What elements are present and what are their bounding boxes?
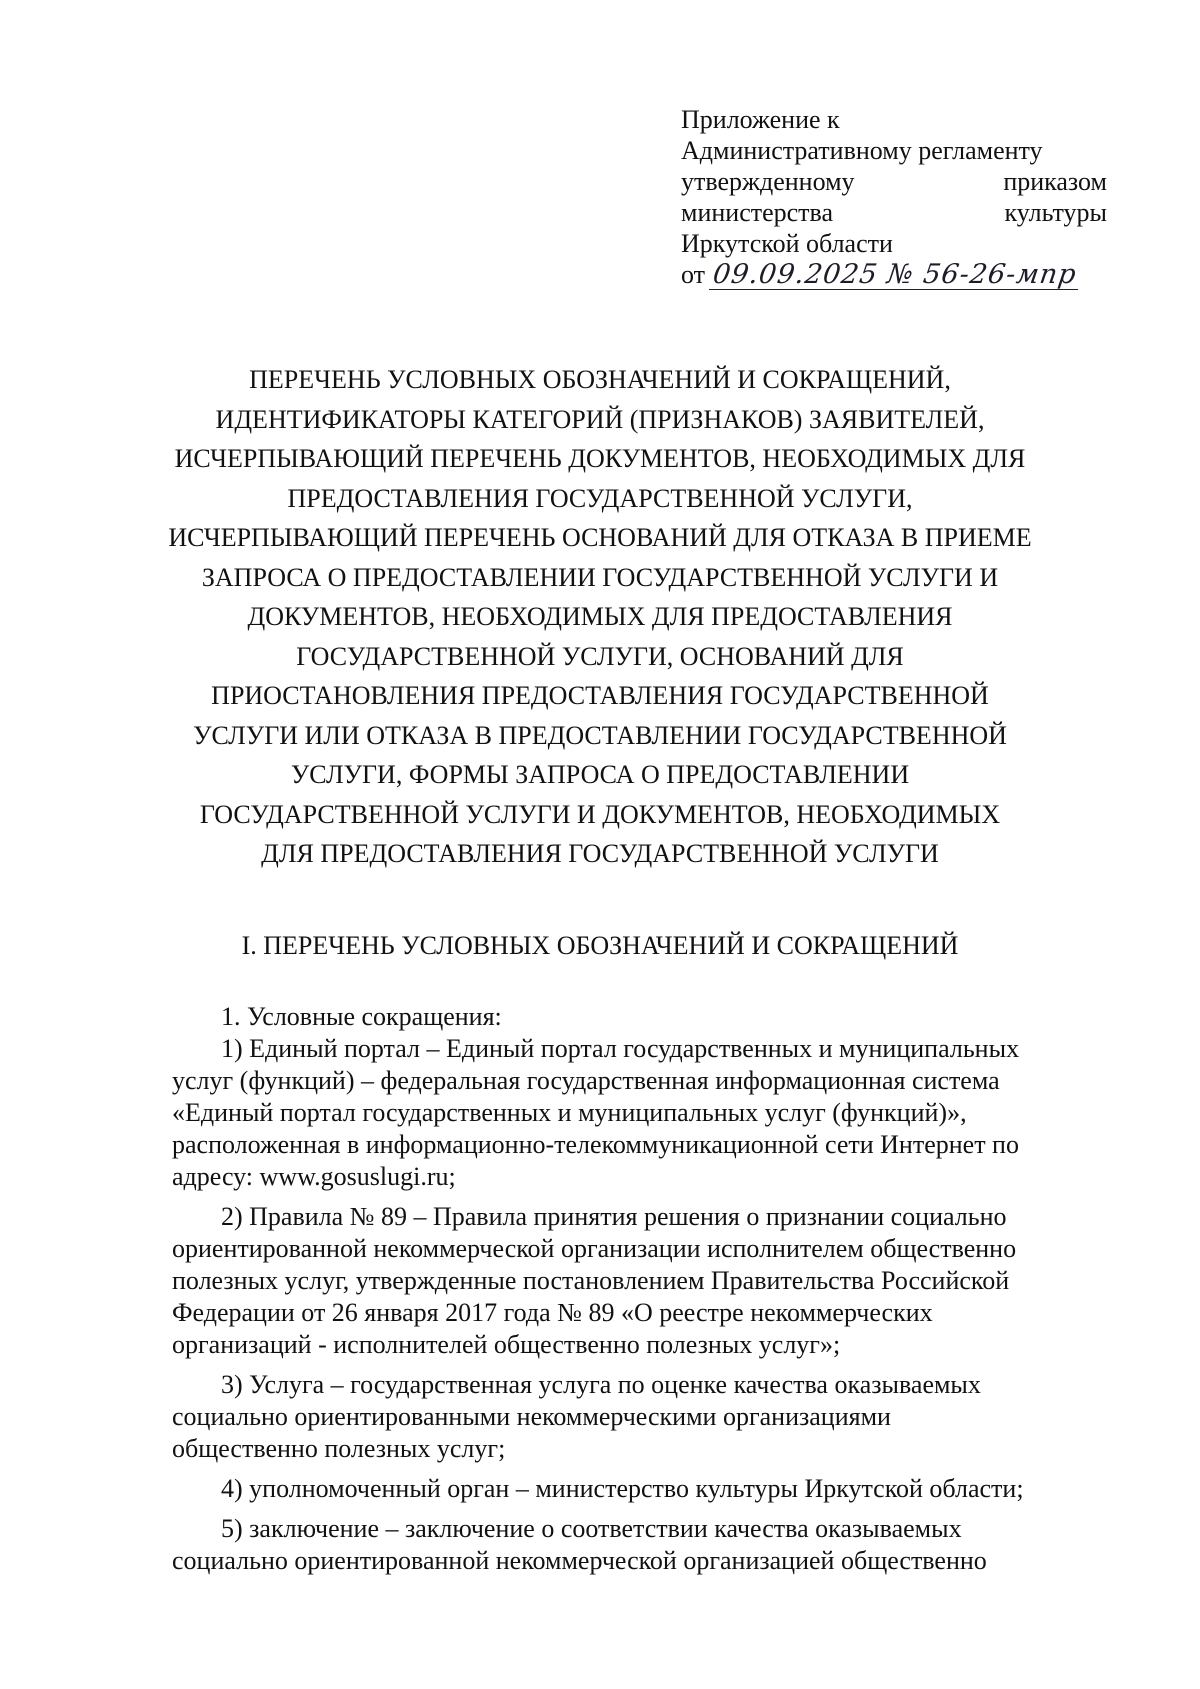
appendix-header	[681, 104, 1107, 290]
paragraph-line: адресу: www.gosuslugi.ru;	[172, 1162, 456, 1191]
paragraph-line: организаций - исполнителей общественно полезных услуг»;	[172, 1330, 841, 1359]
paragraph-line: 2) Правила № 89 – Правила принятия решения о признании социально	[221, 1202, 1007, 1231]
title-line: ЗАПРОСА О ПРЕДОСТАВЛЕНИИ ГОСУДАРСТВЕННОЙ УСЛУГИ И	[201, 562, 999, 592]
appendix-word: утвержденному	[681, 167, 855, 196]
paragraph-line: социально ориентированной некоммерческой организацией общественно	[172, 1546, 987, 1575]
title-line: ГОСУДАРСТВЕННОЙ УСЛУГИ И ДОКУМЕНТОВ, НЕОБХОДИМЫХ	[199, 799, 1001, 829]
paragraph-line: ориентированной некоммерческой организации исполнителем общественно	[172, 1234, 1017, 1263]
paragraph-line: расположенная в информационно-телекоммуникационной сети Интернет по	[172, 1130, 1019, 1159]
paragraph-line: 1) Единый портал – Единый портал государственных и муниципальных	[221, 1034, 1020, 1063]
title-line: ДОКУМЕНТОВ, НЕОБХОДИМЫХ ДЛЯ ПРЕДОСТАВЛЕНИЯ	[247, 602, 953, 631]
paragraph-line: социально ориентированными некоммерческими организациями	[172, 1402, 891, 1431]
title-line: ПРЕДОСТАВЛЕНИЯ ГОСУДАРСТВЕННОЙ УСЛУГИ,	[287, 483, 913, 513]
paragraph-line: «Единый портал государственных и муниципальных услуг (функций)»,	[172, 1098, 967, 1127]
appendix-word: культуры	[1004, 198, 1107, 227]
title-line: ИСЧЕРПЫВАЮЩИЙ ПЕРЕЧЕНЬ ОСНОВАНИЙ ДЛЯ ОТКАЗА В ПРИЕМЕ	[168, 523, 1032, 552]
appendix-line-justified	[681, 197, 1107, 228]
title-line: ИДЕНТИФИКАТОРЫ КАТЕГОРИЙ (ПРИЗНАКОВ) ЗАЯВИТЕЛЕЙ,	[215, 404, 985, 434]
title-line: ГОСУДАРСТВЕННОЙ УСЛУГИ, ОСНОВАНИЙ ДЛЯ	[296, 641, 904, 671]
title-line: ИСЧЕРПЫВАЮЩИЙ ПЕРЕЧЕНЬ ДОКУМЕНТОВ, НЕОБХОДИМЫХ ДЛЯ	[174, 444, 1026, 473]
appendix-line-justified	[681, 166, 1107, 197]
document-title	[120, 360, 1080, 874]
title-line: ПЕРЕЧЕНЬ УСЛОВНЫХ ОБОЗНАЧЕНИЙ И СОКРАЩЕНИЙ,	[249, 365, 951, 394]
title-line: УСЛУГИ ИЛИ ОТКАЗА В ПРЕДОСТАВЛЕНИИ ГОСУДАРСТВЕННОЙ	[193, 720, 1007, 750]
title-line: ДЛЯ ПРЕДОСТАВЛЕНИЯ ГОСУДАРСТВЕННОЙ УСЛУГИ	[261, 839, 939, 868]
handwritten-date-number: 09.09.2025 № 56-26-мпр	[709, 261, 1082, 290]
paragraph-line: 4) уполномоченный орган – министерство культуры Иркутской области;	[221, 1474, 1024, 1503]
paragraph-line: услуг (функций) – федеральная государственная информационная система	[172, 1066, 1000, 1095]
document-body	[172, 1001, 1112, 1577]
section-heading: I. ПЕРЕЧЕНЬ УСЛОВНЫХ ОБОЗНАЧЕНИЙ И СОКРАЩЕНИЙ	[241, 931, 959, 960]
date-prefix: от	[681, 260, 706, 289]
title-line: ПРИОСТАНОВЛЕНИЯ ПРЕДОСТАВЛЕНИЯ ГОСУДАРСТВЕННОЙ	[211, 681, 989, 710]
paragraph-line: 5) заключение – заключение о соответствии качества оказываемых	[221, 1514, 962, 1543]
title-line: УСЛУГИ, ФОРМЫ ЗАПРОСА О ПРЕДОСТАВЛЕНИИ	[290, 760, 910, 789]
paragraph-line: Федерации от 26 января 2017 года № 89 «О реестре некоммерческих	[172, 1298, 933, 1327]
paragraph-line: 1. Условные сокращения:	[221, 1002, 502, 1031]
paragraph-line: 3) Услуга – государственная услуга по оценке качества оказываемых	[221, 1370, 981, 1399]
paragraph-line: общественно полезных услуг;	[172, 1434, 506, 1463]
paragraph-line: полезных услуг, утвержденные постановлением Правительства Российской	[172, 1266, 1010, 1295]
appendix-line: Приложение к	[681, 105, 840, 134]
appendix-date-line	[681, 259, 1107, 290]
appendix-word: приказом	[1003, 167, 1107, 196]
appendix-word: министерства	[681, 198, 834, 227]
appendix-line: Административному регламенту	[681, 136, 1043, 165]
appendix-line: Иркутской области	[681, 229, 893, 258]
